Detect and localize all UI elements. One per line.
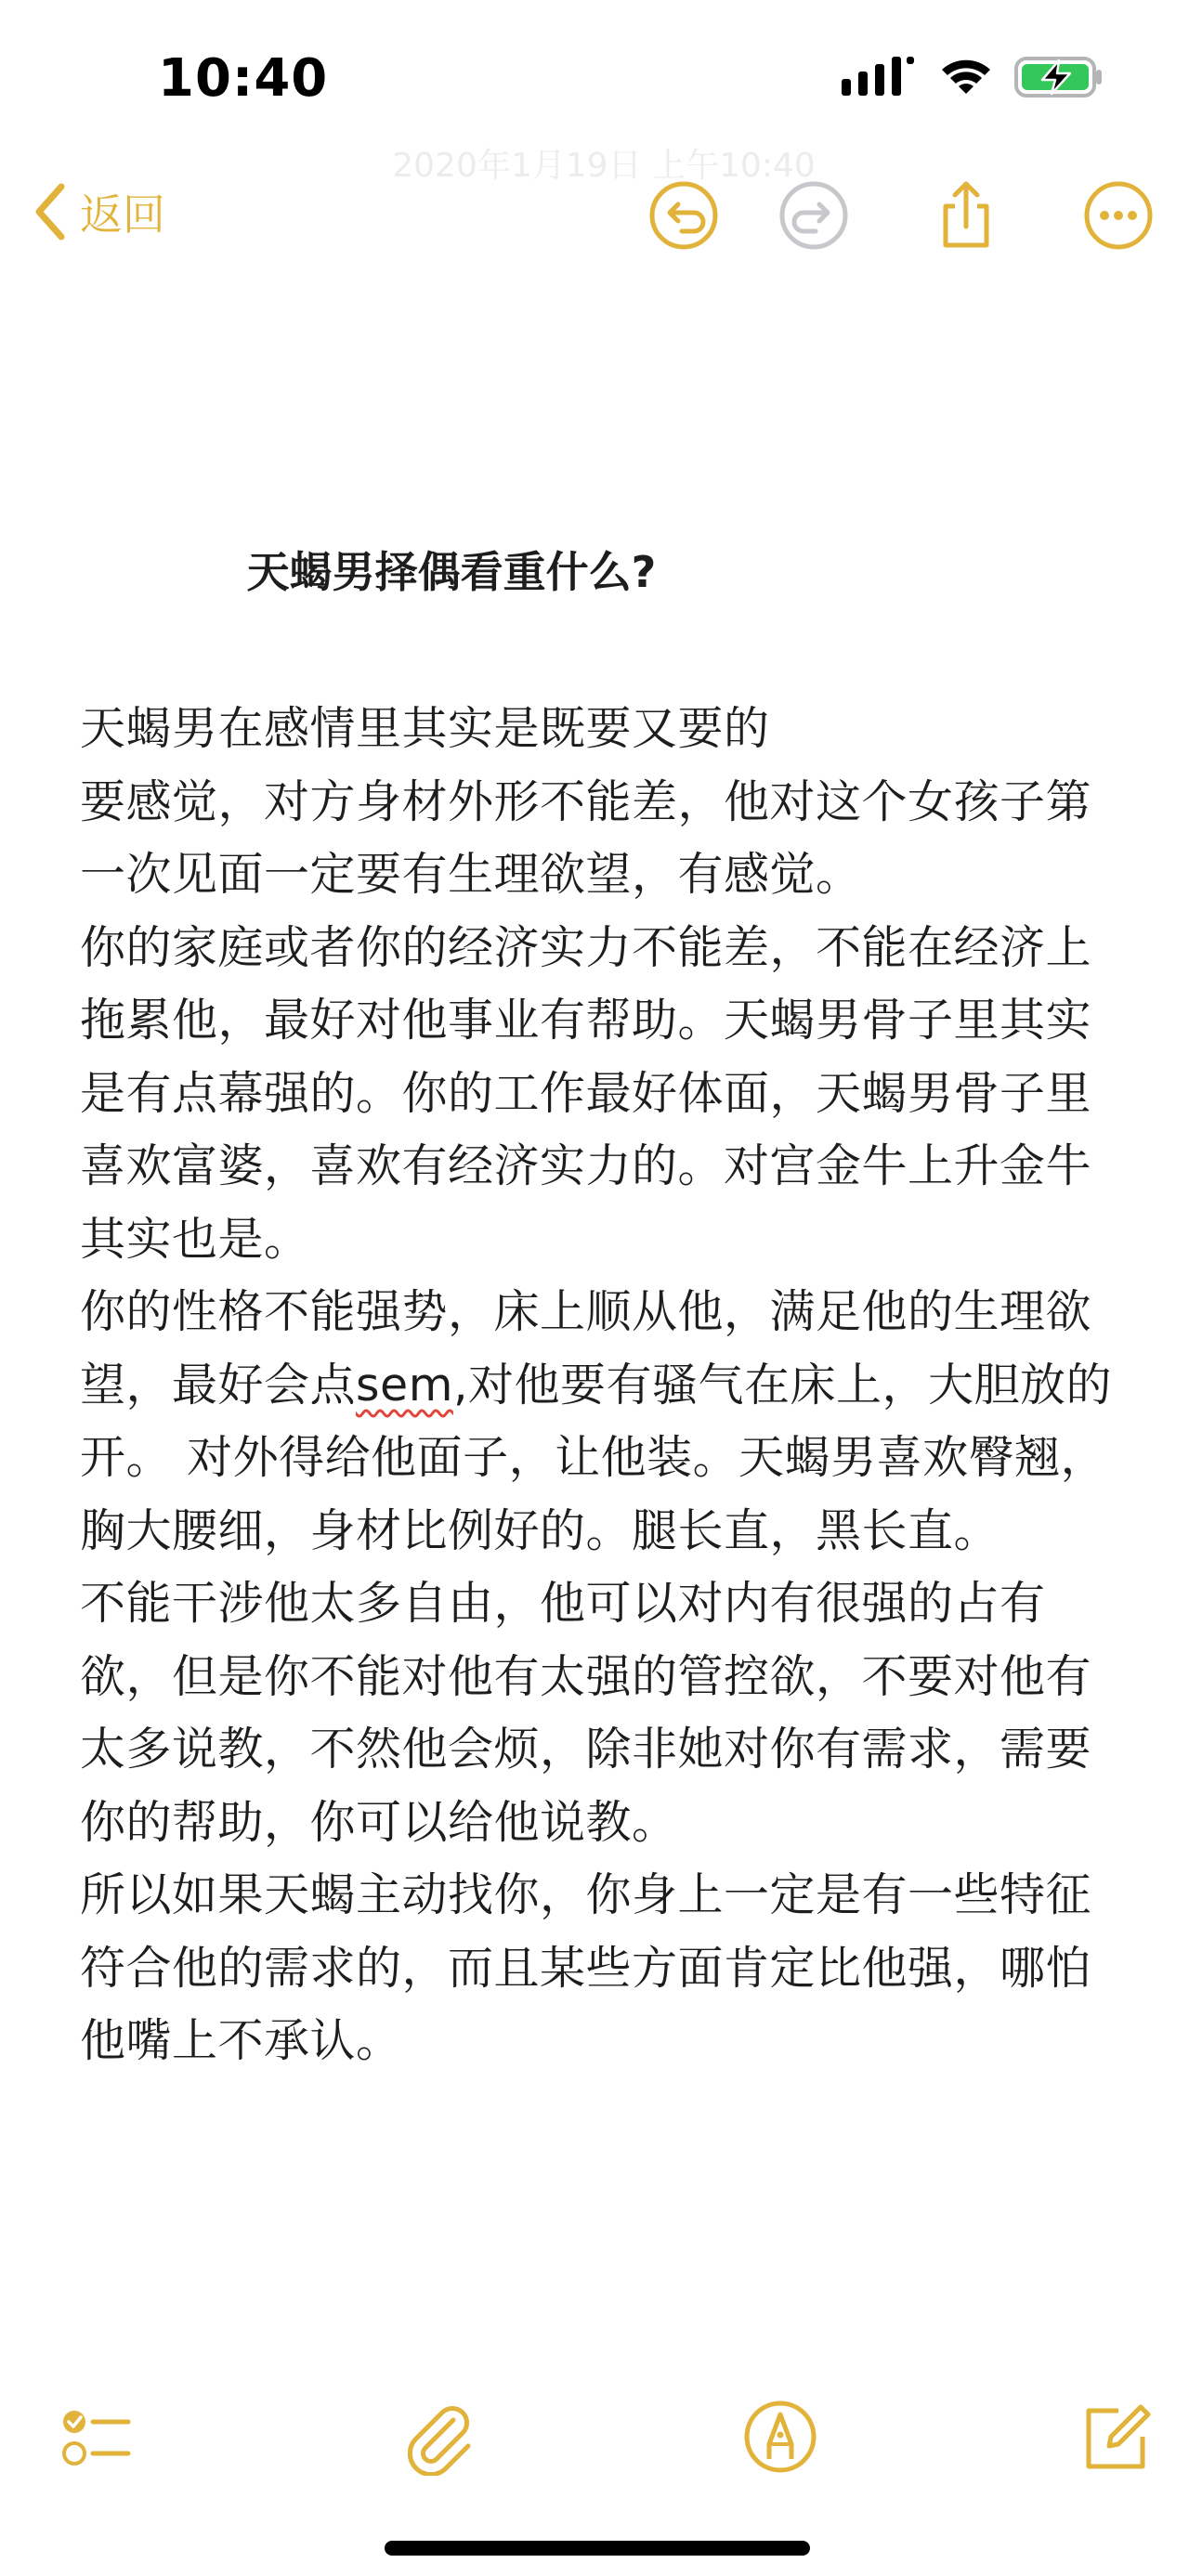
battery-charging-icon xyxy=(1014,56,1104,98)
attachment-button[interactable] xyxy=(399,2398,477,2476)
back-chevron-icon xyxy=(32,181,71,242)
checklist-icon xyxy=(56,2398,134,2476)
undo-icon xyxy=(647,178,721,253)
note-paragraph xyxy=(80,1276,1120,1568)
more-button[interactable] xyxy=(1081,178,1156,253)
home-indicator xyxy=(385,2541,810,2556)
share-icon xyxy=(929,178,1003,253)
note-text: ,对他要有骚气在床上，大胆放的开。 对外得给他面子，让他装。天蝎男喜欢臀翘，胸大腰细，身材比例好的。腿长直，黑长直。 xyxy=(80,1358,1113,1557)
note-paragraph: 要感觉，对方身材外形不能差，他对这个女孩子第一次见面一定要有生理欲望，有感觉。 xyxy=(80,774,1092,901)
redo-icon xyxy=(777,178,851,253)
share-button[interactable] xyxy=(929,178,1003,253)
note-title: 天蝎男择偶看重什么? xyxy=(246,547,657,597)
note-body xyxy=(80,693,1120,2078)
back-label: 返回 xyxy=(80,189,165,240)
markup-button[interactable] xyxy=(741,2398,819,2476)
more-icon xyxy=(1081,178,1156,253)
note-paragraph: 天蝎男在感情里其实是既要又要的 xyxy=(80,702,770,755)
note-content[interactable] xyxy=(80,539,1120,2078)
redo-button[interactable] xyxy=(777,178,851,253)
attachment-icon xyxy=(399,2398,477,2476)
back-button[interactable] xyxy=(32,181,165,242)
checklist-button[interactable] xyxy=(56,2398,134,2476)
status-icons xyxy=(840,56,1104,98)
compose-icon xyxy=(1076,2398,1154,2476)
status-bar xyxy=(0,0,1189,158)
note-text: 你的性格不能强势，床上顺从他，满足他的生理欲望，最好会点 xyxy=(80,1285,1092,1412)
note-paragraph: 你的家庭或者你的经济实力不能差，不能在经济上拖累他，最好对他事业有帮助。天蝎男骨子里其实是有点幕强的。你的工作最好体面，天蝎男骨子里喜欢富婆，喜欢有经济实力的。对宫金牛上升金牛其实也是。 xyxy=(80,920,1092,1266)
markup-pen-icon xyxy=(741,2398,819,2476)
spellcheck-flagged-word[interactable]: sem xyxy=(356,1358,453,1412)
cellular-signal-icon xyxy=(840,57,918,98)
note-date: 2020年1月19日 上午10:40 xyxy=(392,147,816,185)
status-time: 10:40 xyxy=(158,48,329,109)
undo-button[interactable] xyxy=(647,178,721,253)
note-paragraph: 所以如果天蝎主动找你，你身上一定是有一些特征符合他的需求的，而且某些方面肯定比他强，哪怕他嘴上不承认。 xyxy=(80,1868,1092,2067)
note-paragraph: 不能干涉他太多自由，他可以对内有很强的占有欲，但是你不能对他有太强的管控欲，不要对他有太多说教，不然他会烦，除非她对你有需求，需要你的帮助，你可以给他说教。 xyxy=(80,1577,1092,1849)
wifi-icon xyxy=(938,57,994,98)
compose-button[interactable] xyxy=(1076,2398,1154,2476)
